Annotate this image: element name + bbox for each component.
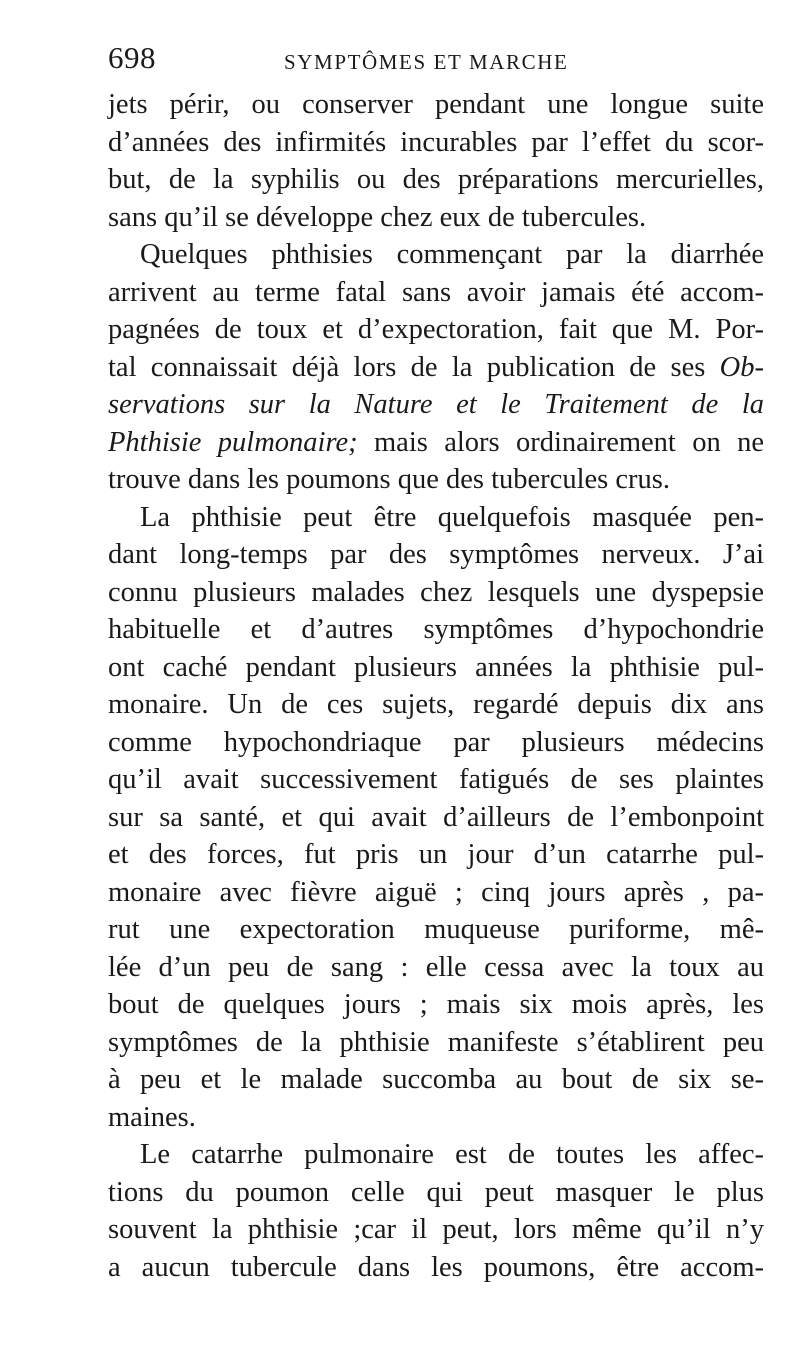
- text-line: ont caché pendant plusieurs années la phthisie pul-: [108, 651, 764, 683]
- text-line: a aucun tubercule dans les poumons, être accom-: [108, 1251, 764, 1283]
- paragraph-start-line: Le catarrhe pulmonaire est de toutes les affec-: [140, 1139, 764, 1170]
- text-line: symptômes de la phthisie manifeste s’établirent peu: [108, 1026, 764, 1058]
- text-line: sans qu’il se développe chez eux de tubercules.: [108, 201, 647, 233]
- page-header: [108, 38, 764, 86]
- text-line: monaire. Un de ces sujets, regardé depuis dix ans: [108, 689, 764, 720]
- text-segment: mais alors ordinairement on ne: [374, 426, 765, 458]
- text-line: à peu et le malade succomba au bout de six se-: [108, 1064, 764, 1095]
- text-line: connu plusieurs malades chez lesquels une dyspepsie: [108, 576, 764, 608]
- italic-title-segment: Phthisie pulmonaire;: [108, 426, 358, 458]
- text-line: arrivent au terme fatal sans avoir jamais été accom-: [108, 276, 764, 308]
- paragraph-start-line: Quelques phthisies commençant par la diarrhée: [140, 239, 764, 270]
- italic-title-segment: servations sur la Nature et le Traitement de la: [108, 389, 764, 420]
- text-line: souvent la phthisie ;car il peut, lors même qu’il n’y: [108, 1214, 764, 1245]
- text-line: comme hypochondriaque par plusieurs médecins: [108, 726, 764, 758]
- text-line: tions du poumon celle qui peut masquer le plus: [108, 1176, 764, 1208]
- text-line: jets périr, ou conserver pendant une longue suite: [108, 89, 764, 120]
- text-segment: tal connaissait déjà lors de la publication de ses: [108, 351, 706, 383]
- body-text: [108, 86, 764, 1286]
- text-line: rut une expectoration muqueuse puriforme, mê-: [108, 914, 764, 945]
- text-line: [108, 386, 764, 424]
- italic-title-segment: Ob-: [719, 351, 764, 383]
- page-number: 698: [108, 40, 156, 75]
- text-line: trouve dans les poumons que des tubercules crus.: [108, 464, 670, 495]
- text-line: sur sa santé, et qui avait d’ailleurs de l’embonpoint: [108, 801, 764, 833]
- paragraph-start-line: La phthisie peut être quelquefois masquée pen-: [140, 501, 764, 533]
- running-head: SYMPTÔMES ET MARCHE: [284, 50, 569, 74]
- text-line: habituelle et d’autres symptômes d’hypochondrie: [108, 614, 764, 645]
- text-line: dant long-temps par des symptômes nerveux. J’ai: [108, 539, 764, 570]
- text-line: but, de la syphilis ou des préparations mercurielles,: [108, 164, 764, 195]
- text-line: [108, 424, 764, 462]
- text-line: maines.: [108, 1101, 196, 1133]
- text-line: monaire avec fièvre aiguë ; cinq jours après , pa-: [108, 876, 764, 908]
- text-line: bout de quelques jours ; mais six mois après, les: [108, 989, 764, 1020]
- text-line: et des forces, fut pris un jour d’un catarrhe pul-: [108, 839, 764, 870]
- text-line: d’années des infirmités incurables par l’effet du scor-: [108, 126, 764, 158]
- text-line: pagnées de toux et d’expectoration, fait que M. Por-: [108, 314, 764, 345]
- text-line: lée d’un peu de sang : elle cessa avec la toux au: [108, 951, 764, 983]
- text-line: qu’il avait successivement fatigués de ses plaintes: [108, 764, 764, 795]
- text-line: [108, 349, 764, 387]
- book-page: [108, 38, 764, 1286]
